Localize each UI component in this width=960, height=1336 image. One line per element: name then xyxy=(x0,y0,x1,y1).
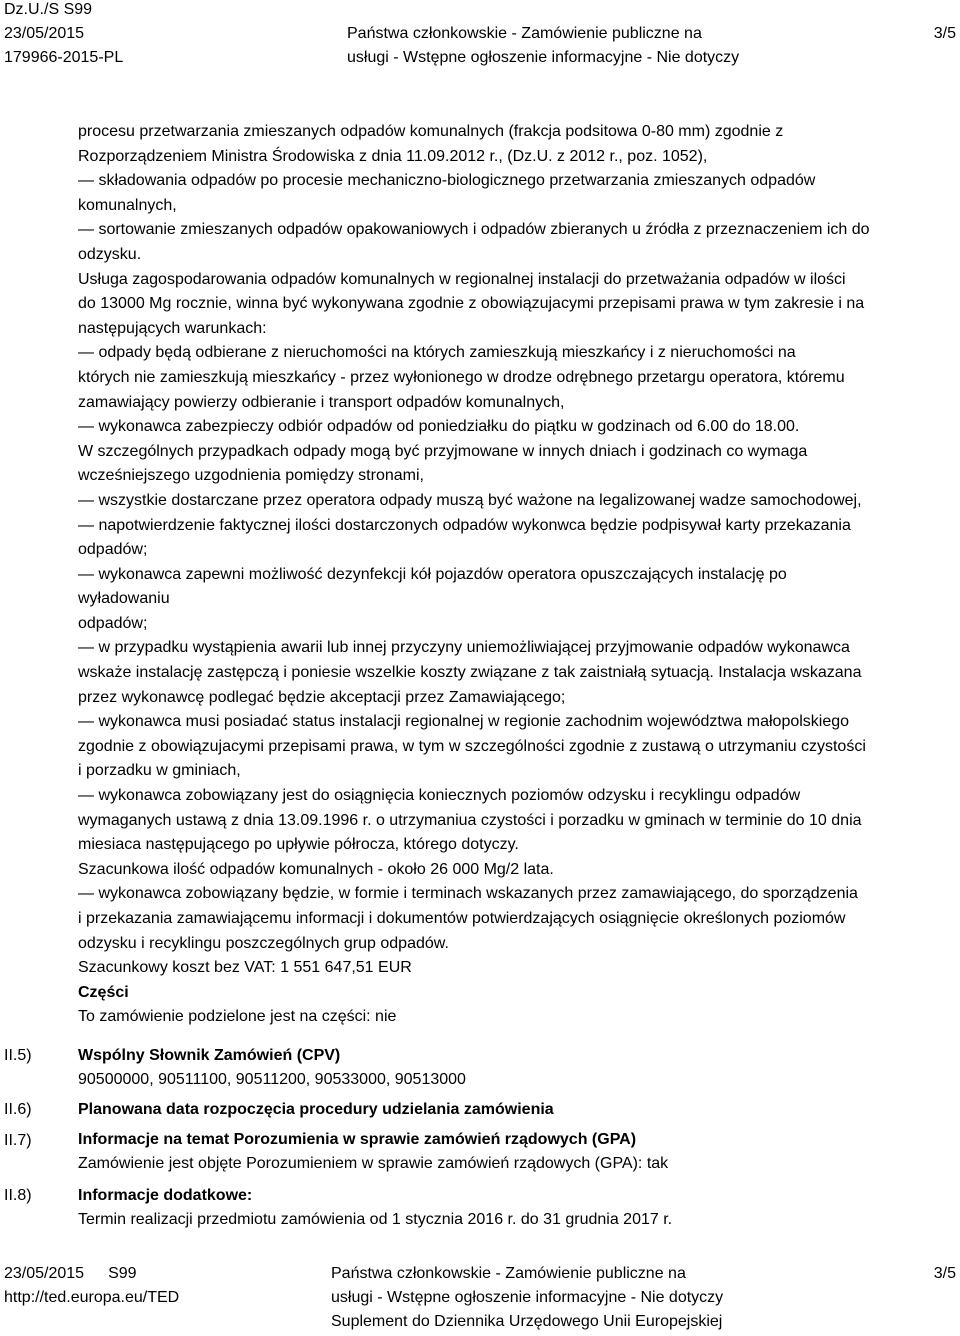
footer-page-number: 3/5 xyxy=(933,1265,956,1282)
body-line: wskaże instalację zastępczą i poniesie wszelkie koszty związane z tak zaistniałą sytuacją. Instalacja wskazana xyxy=(78,664,862,682)
footer-title xyxy=(331,1264,723,1336)
header-title xyxy=(347,0,747,72)
body-line: przez wykonawcę podlegać będzie akceptacji przez Zamawiającego; xyxy=(78,688,566,706)
section-cpv xyxy=(78,1044,956,1092)
contract-description xyxy=(78,120,956,1030)
body-line: — w przypadku wystąpienia awarii lub innej przyczyny uniemożliwiającej przyjmowanie odpadów wykonawca xyxy=(78,639,850,657)
header-title-line1: Państwa członkowskie - Zamówienie publiczne na xyxy=(347,25,702,42)
body-line: Szacunkowy koszt bez VAT: 1 551 647,51 EUR xyxy=(78,959,412,977)
section-gpa xyxy=(78,1128,956,1176)
footer-title-line2: usługi - Wstępne ogłoszenie informacyjne - Nie dotyczy xyxy=(331,1289,724,1306)
body-line: odpadów; xyxy=(78,541,148,559)
parts-heading: Części xyxy=(78,983,129,1001)
header-page-number: 3/5 xyxy=(933,25,956,42)
body-line: — wykonawca musi posiadać status instalacji regionalnej w regionie zachodnim województwa małopolskiego xyxy=(78,713,850,731)
body-line: odzysku. xyxy=(78,245,142,263)
footer-date-line xyxy=(4,1264,179,1288)
section-number: II.8) xyxy=(4,1187,32,1204)
body-line: następujących warunkach: xyxy=(78,319,267,337)
body-line: — napotwierdzenie faktycznej ilości dostarczonych odpadów wykonwca będzie podpisywał karty przekazania xyxy=(78,516,851,534)
body-line: wymaganych ustawą z dnia 13.09.1996 r. o utrzymaniua czystości i porzadku w gminach w terminie do 10 dnia xyxy=(78,811,862,829)
body-line: — wszystkie dostarczane przez operatora odpady muszą być ważone na legalizowanej wadze samochodowej, xyxy=(78,491,862,509)
body-line: i przekazania zamawiającemu informacji i dokumentów potwierdzających osiągnięcie określonych poziomów xyxy=(78,910,846,927)
body-line: miesiaca następującego po upływie półrocza, którego dotyczy. xyxy=(78,836,519,854)
body-line: — wykonawca zobowiązany będzie, w formie i terminach wskazanych przez zamawiającego, do sporządzenia xyxy=(78,885,858,903)
body-line: Usługa zagospodarowania odpadów komunalnych w regionalnej instalacji do przetważania odpadów w ilości xyxy=(78,270,846,288)
body-line: odpadów; xyxy=(78,614,148,632)
section-number: II.7) xyxy=(4,1132,32,1149)
body-line: wcześniejszego uzgodnienia pomiędzy stronami, xyxy=(78,467,424,485)
footer-title-line1: Państwa członkowskie - Zamówienie publiczne na xyxy=(331,1265,686,1282)
footer-series: S99 xyxy=(108,1265,137,1282)
section-text: Termin realizacji przedmiotu zamówienia od 1 stycznia 2016 r. do 31 grudnia 2017 r. xyxy=(78,1211,673,1228)
section-title: Informacje dodatkowe: xyxy=(78,1187,253,1204)
footer-left xyxy=(4,1264,179,1312)
body-line: Szacunkowa ilość odpadów komunalnych - około 26 000 Mg/2 lata. xyxy=(78,860,554,878)
body-line: wyładowaniu xyxy=(78,590,170,608)
footer-title-line3: Suplement do Dziennika Urzędowego Unii Europejskiej xyxy=(331,1313,723,1330)
section-title: Planowana data rozpoczęcia procedury udzielania zamówienia xyxy=(78,1101,554,1118)
body-line: do 13000 Mg rocznie, winna być wykonywana zgodnie z obowiązujacymi przepisami prawa w tym zakresie i na xyxy=(78,295,865,313)
section-text: Zamówienie jest objęte Porozumieniem w sprawie zamówień rządowych (GPA): tak xyxy=(78,1155,669,1172)
parts-text: To zamówienie podzielone jest na części: nie xyxy=(78,1008,397,1026)
section-title: Informacje na temat Porozumienia w sprawie zamówień rządowych (GPA) xyxy=(78,1131,637,1148)
body-line: i porzadku w gminiach, xyxy=(78,762,241,780)
section-additional-info xyxy=(78,1184,956,1232)
body-line: — składowania odpadów po procesie mechaniczno-biologicznego przetwarzania zmieszanych odpadów xyxy=(78,172,816,190)
footer-url[interactable]: http://ted.europa.eu/TED xyxy=(4,1289,180,1306)
publication-date: 23/05/2015 xyxy=(4,25,85,42)
body-line: odzysku i recyklingu poszczególnych grup odpadów. xyxy=(78,934,449,952)
body-line: — wykonawca zobowiązany jest do osiągnięcia koniecznych poziomów odzysku i recyklingu odpadów xyxy=(78,787,801,805)
body-line: — sortowanie zmieszanych odpadów opakowaniowych i odpadów zbieranych u źródła z przeznaczeniem ich do xyxy=(78,221,870,239)
body-line: komunalnych, xyxy=(78,196,177,214)
body-line: W szczególnych przypadkach odpady mogą być przyjmowane w innych dniach i godzinach co wymaga xyxy=(78,442,808,460)
section-number: II.5) xyxy=(4,1047,32,1064)
body-line: Rozporządzeniem Ministra Środowiska z dnia 11.09.2012 r., (Dz.U. z 2012 r., poz. 1052), xyxy=(78,147,708,165)
notice-id: 179966-2015-PL xyxy=(4,49,124,66)
doc-reference: Dz.U./S S99 xyxy=(4,1,93,18)
section-text: 90500000, 90511100, 90511200, 90533000, 90513000 xyxy=(78,1071,466,1088)
body-line: zgodnie z obowiązujacymi przepisami prawa, w tym w szczególności zgodnie z zustawą o utrzymaniu czystości xyxy=(78,737,866,755)
section-planned-date xyxy=(78,1098,956,1122)
body-line: — wykonawca zabezpieczy odbiór odpadów od poniedziałku do piątku w godzinach od 6.00 do 18.00. xyxy=(78,418,800,436)
footer-date: 23/05/2015 xyxy=(4,1265,85,1282)
header-left xyxy=(4,0,123,72)
body-line: — wykonawca zapewni możliwość dezynfekcji kół pojazdów operatora opuszczających instalację po xyxy=(78,565,787,583)
body-line: zamawiający powierzy odbieranie i transport odpadów komunalnych, xyxy=(78,393,565,411)
body-line: których nie zamieszkują mieszkańcy - przez wyłonionego w drodze odrębnego przetargu operatora, któremu xyxy=(78,368,845,386)
section-number: II.6) xyxy=(4,1101,32,1118)
body-line: — odpady będą odbierane z nieruchomości na których zamieszkują mieszkańcy i z nieruchomości na xyxy=(78,344,796,362)
header-title-line2: usługi - Wstępne ogłoszenie informacyjne - Nie dotyczy xyxy=(347,49,740,66)
section-title: Wspólny Słownik Zamówień (CPV) xyxy=(78,1047,341,1064)
body-line: procesu przetwarzania zmieszanych odpadów komunalnych (frakcja podsitowa 0-80 mm) zgodnie z xyxy=(78,123,784,140)
